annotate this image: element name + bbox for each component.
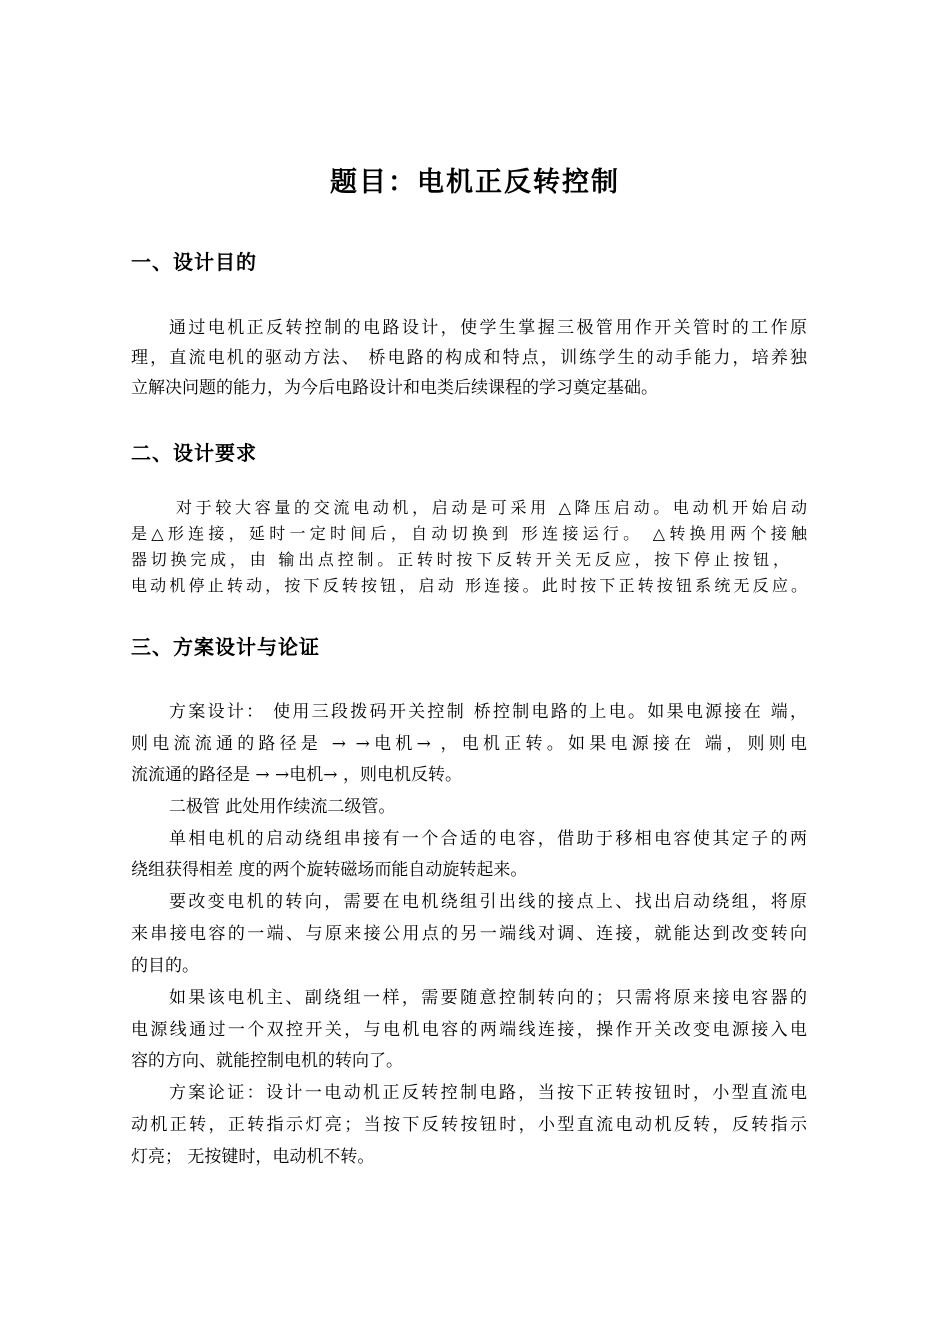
paragraph-line: 电动机停止转动，按下反转按钮，启动 形连接。此时按下正转按钮系统无反应。 (131, 576, 807, 595)
paragraph-line: 通过电机正反转控制的电路设计，使学生掌握三极管用作开关管时的工作原 (169, 318, 807, 338)
paragraph-line: 理，直流电机的驱动方法、 桥电路的构成和特点，训练学生的动手能力，培养独 (131, 348, 807, 368)
paragraph-line: 器切换完成，由 输出点控制。正转时按下反转开关无反应，按下停止按钮， (131, 550, 789, 569)
paragraph-line: 方案论证：设计一电动机正反转控制电路，当按下正转按钮时，小型直流电 (169, 1083, 807, 1103)
paragraph-line: 如果该电机主、副绕组一样，需要随意控制转向的；只需将原来接电容器的 (169, 988, 807, 1008)
paragraph-line: 灯亮； 无按键时，电动机不转。 (131, 1147, 375, 1167)
section-heading-requirements: 二、设计要求 (131, 441, 257, 465)
paragraph-line: 动机正转，正转指示灯亮；当按下反转按钮时，小型直流电动机反转，反转指示 (131, 1115, 807, 1135)
paragraph-line: 电源线通过一个双控开关，与电机电容的两端线连接，操作开关改变电源接入电 (131, 1020, 807, 1040)
page-title: 题目：电机正反转控制 (330, 167, 620, 198)
paragraph-line: 容的方向、就能控制电机的转向了。 (131, 1051, 403, 1071)
paragraph-line: 立解决问题的能力，为今后电路设计和电类后续课程的学习奠定基础。 (131, 378, 658, 398)
paragraph-line: 要改变电机的转向，需要在电机绕组引出线的接点上、找出启动绕组，将原 (169, 892, 807, 912)
section-heading-scheme: 三、方案设计与论证 (131, 635, 320, 659)
section-heading-purpose: 一、设计目的 (131, 250, 257, 274)
paragraph-line: 二极管 此处用作续流二级管。 (169, 797, 396, 817)
paragraph-line: 流流通的路径是 → →电机→ ，则电机反转。 (131, 765, 462, 785)
paragraph-line: 则电流流通的路径是 → →电机→ ，电机正转。如果电源接在 端，则则电 (131, 734, 807, 754)
paragraph-line: 绕组获得相差 度的两个旋转磁场而能自动旋转起来。 (131, 860, 528, 880)
paragraph-line: 的目的。 (131, 956, 199, 976)
paragraph-line: 单相电机的启动绕组串接有一个合适的电容，借助于移相电容使其定子的两 (169, 829, 807, 849)
paragraph-line: 对于较大容量的交流电动机，启动是可采用 △降压启动。电动机开始启动 (176, 498, 807, 517)
paragraph-line: 来串接电容的一端、与原来接公用点的另一端线对调、连接，就能达到改变转向 (131, 924, 807, 944)
paragraph-line: 方案设计： 使用三段拨码开关控制 桥控制电路的上电。如果电源接在 端， (169, 702, 807, 722)
paragraph-line: 是△形连接，延时一定时间后，自动切换到 形连接运行。 △转换用两个接触 (131, 524, 807, 543)
